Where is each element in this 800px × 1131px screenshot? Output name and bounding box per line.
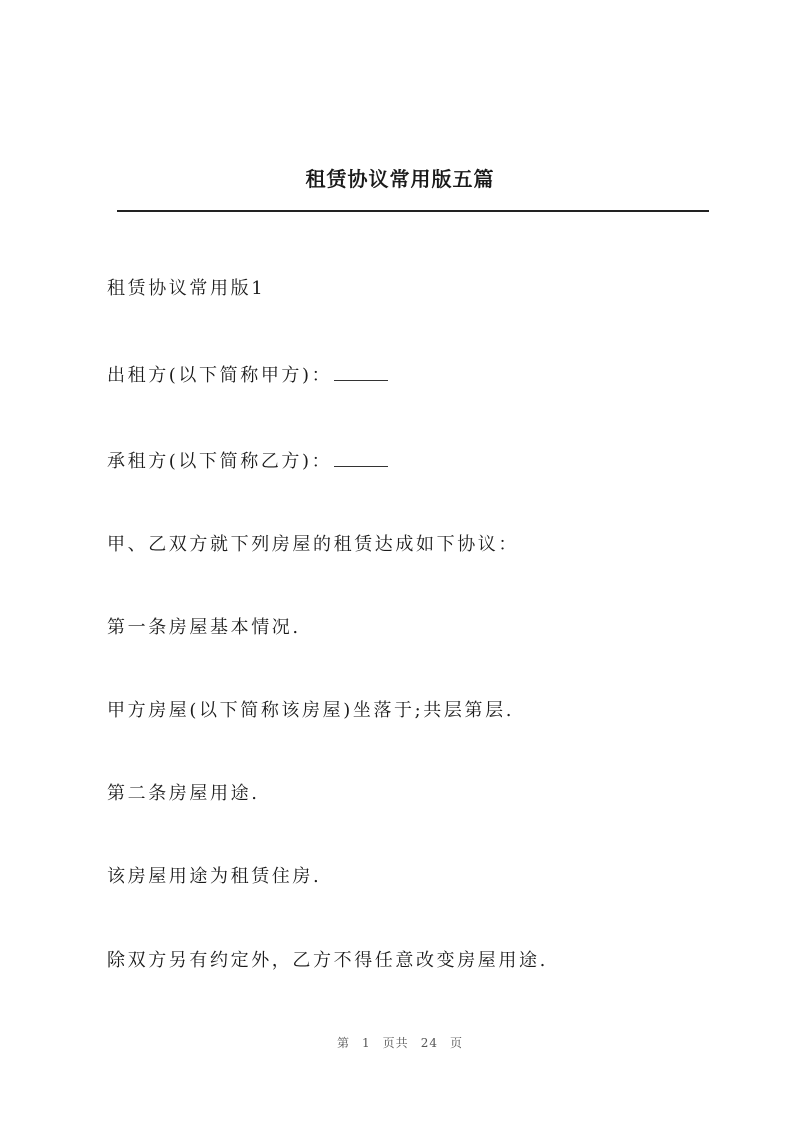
paragraph [107, 862, 321, 888]
page-footer [0, 1034, 800, 1051]
paragraph-text: 甲、乙双方就下列房屋的租赁达成如下协议： [107, 534, 519, 555]
lessee-blank-field [334, 452, 388, 467]
paragraph-text: 除双方另有约定外，乙方不得任意改变房屋用途. [107, 950, 548, 971]
lessor-blank-field [334, 366, 388, 381]
footer-current-page: 1 [362, 1036, 371, 1050]
paragraph-text: 出租方(以下简称甲方)： [107, 365, 333, 386]
paragraph-text: 该房屋用途为租赁住房. [107, 866, 322, 887]
paragraph [107, 946, 548, 972]
footer-total-suffix: 页 [449, 1036, 463, 1050]
footer-page-label: 第 [337, 1036, 351, 1050]
section-heading [107, 274, 265, 300]
lessee-line [107, 447, 388, 473]
paragraph [107, 779, 260, 805]
paragraph-text: 甲方房屋(以下简称该房屋)坐落于;共层第层. [107, 700, 515, 721]
paragraph [107, 530, 519, 556]
paragraph [107, 696, 514, 722]
paragraph-text: 第一条房屋基本情况. [107, 617, 301, 638]
paragraph [107, 613, 301, 639]
document-title: 租赁协议常用版五篇 [305, 167, 495, 191]
footer-total-prefix: 页共 [382, 1036, 409, 1050]
title-divider [117, 210, 709, 212]
paragraph-text: 承租方(以下简称乙方)： [107, 451, 333, 472]
lessor-line [107, 361, 388, 387]
paragraph-text: 第二条房屋用途. [107, 783, 260, 804]
footer-total-pages: 24 [420, 1036, 438, 1050]
paragraph-text: 租赁协议常用版1 [107, 278, 266, 299]
